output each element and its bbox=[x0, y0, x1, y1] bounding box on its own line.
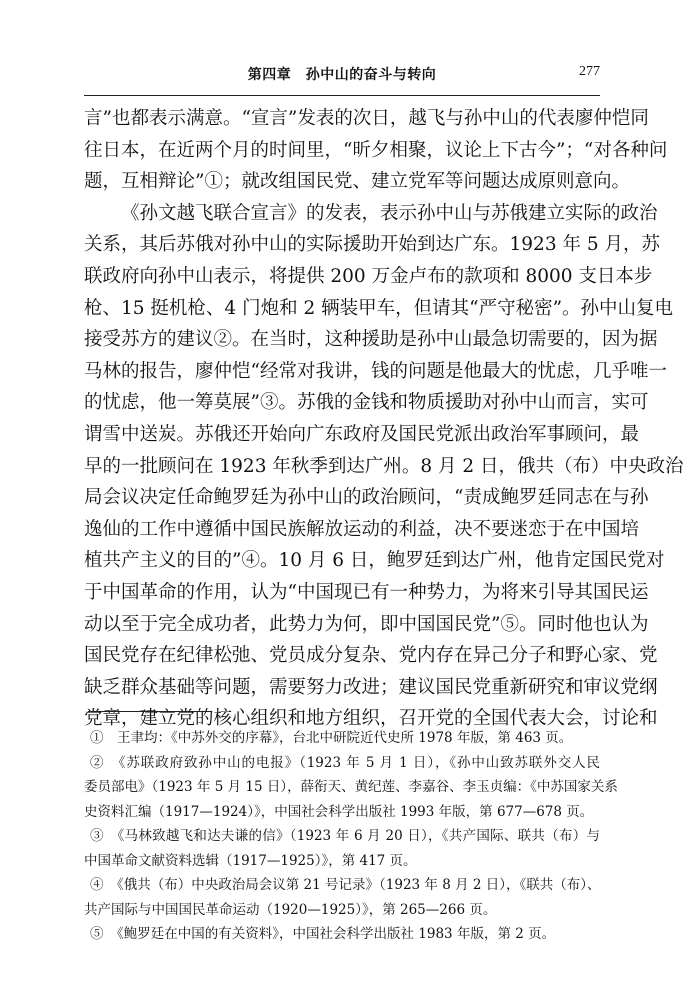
body-line: 谓雪中送炭。苏俄还开始向广东政府及国民党派出政治军事顾问，最 bbox=[84, 423, 640, 445]
footnote-line: ③ 《马林致越飞和达夫谦的信》（1923 年 6 月 20 日），《共产国际、联共（布）与 bbox=[90, 828, 600, 844]
body-line: 的忧虑，他一筹莫展”③。苏俄的金钱和物质援助对孙中山而言，实可 bbox=[84, 392, 649, 414]
body-line: 植共产主义的目的”④。10 月 6 日，鲍罗廷到达广州，他肯定国民党对 bbox=[84, 550, 665, 572]
body-line: 动以至于完全成功者，此势力为何，即中国国民党”⑤。同时他也认为 bbox=[84, 613, 649, 635]
body-line: 往日本，在近两个月的时间里，“昕夕相聚，议论上下古今”；“对各种问 bbox=[84, 139, 668, 161]
chapter-title: 第四章 孙中山的奋斗与转向 bbox=[247, 67, 437, 83]
footnote-line: 史资料汇编（1917—1924）》，中国社会科学出版社 1993 年版，第 677—678 页。 bbox=[84, 803, 594, 820]
footnote-divider bbox=[88, 711, 212, 712]
running-head bbox=[84, 64, 600, 88]
body-line: 马林的报告，廖仲恺“经常对我讲，钱的问题是他最大的忧虑，几乎唯一 bbox=[84, 360, 667, 382]
footnotes bbox=[84, 726, 618, 947]
footnote-line: ① 王聿均：《中苏外交的序幕》，台北中研院近代史所 1978 年版，第 463 页。 bbox=[90, 730, 573, 746]
body-text bbox=[84, 103, 684, 735]
body-line: 接受苏方的建议②。在当时，这种援助是孙中山最急切需要的，因为据 bbox=[84, 329, 658, 351]
footnote-line: ② 《苏联政府致孙中山的电报》（1923 年 5 月 1 日），《孙中山致苏联外交人民 bbox=[90, 754, 600, 771]
footnote-line: 中国革命文献资料选辑（1917—1925）》，第 417 页。 bbox=[84, 852, 417, 869]
body-line: 缺乏群众基础等问题，需要努力改进；建议国民党重新研究和审议党纲 bbox=[84, 676, 658, 698]
footnote-line: ⑤ 《鲍罗廷在中国的有关资料》，中国社会科学出版社 1983 年版，第 2 页。 bbox=[90, 926, 556, 942]
body-line: 关系，其后苏俄对孙中山的实际援助开始到达广东。1923 年 5 月，苏 bbox=[84, 234, 660, 256]
body-line: 联政府向孙中山表示，将提供 200 万金卢布的款项和 8000 支日本步 bbox=[84, 265, 653, 287]
footnote-line: 共产国际与中国国民革命运动（1920—1925）》，第 265—266 页。 bbox=[84, 901, 497, 918]
body-line: 国民党存在纪律松弛、党员成分复杂、党内存在异己分子和野心家、党 bbox=[84, 645, 658, 667]
body-line: 言”也都表示满意。“宣言”发表的次日，越飞与孙中山的代表廖仲恺同 bbox=[84, 108, 649, 129]
body-line: 题，互相辩论”①；就改组国民党、建立党军等问题达成原则意向。 bbox=[84, 171, 630, 193]
body-line: 《孙文越飞联合宣言》的发表，表示孙中山与苏俄建立实际的政治 bbox=[121, 202, 658, 224]
body-line: 局会议决定任命鲍罗廷为孙中山的政治顾问，“责成鲍罗廷同志在与孙 bbox=[84, 487, 649, 509]
body-line: 枪、15 挺机枪、4 门炮和 2 辆装甲车，但请其“严守秘密”。孙中山复电 bbox=[84, 297, 674, 319]
page-number: 277 bbox=[579, 64, 600, 79]
body-line: 党章，建立党的核心组织和地方组织，召开党的全国代表大会，讨论和 bbox=[84, 708, 658, 730]
footnote-line: 委员部电》（1923 年 5 月 15 日），薛衔天、黄纪莲、李嘉谷、李玉贞编：《中苏国家关系 bbox=[84, 779, 618, 795]
body-line: 早的一批顾问在 1923 年秋季到达广州。8 月 2 日，俄共（布）中央政治 bbox=[84, 455, 684, 477]
header-rule bbox=[84, 95, 600, 96]
body-line: 于中国革命的作用，认为“中国现已有一种势力，为将来引导其国民运 bbox=[84, 581, 649, 603]
footnote-line: ④ 《俄共（布）中央政治局会议第 21 号记录》（1923 年 8 月 2 日），《联共（布）、 bbox=[90, 877, 601, 893]
body-line: 逸仙的工作中遵循中国民族解放运动的利益，决不要迷恋于在中国培 bbox=[84, 518, 640, 540]
